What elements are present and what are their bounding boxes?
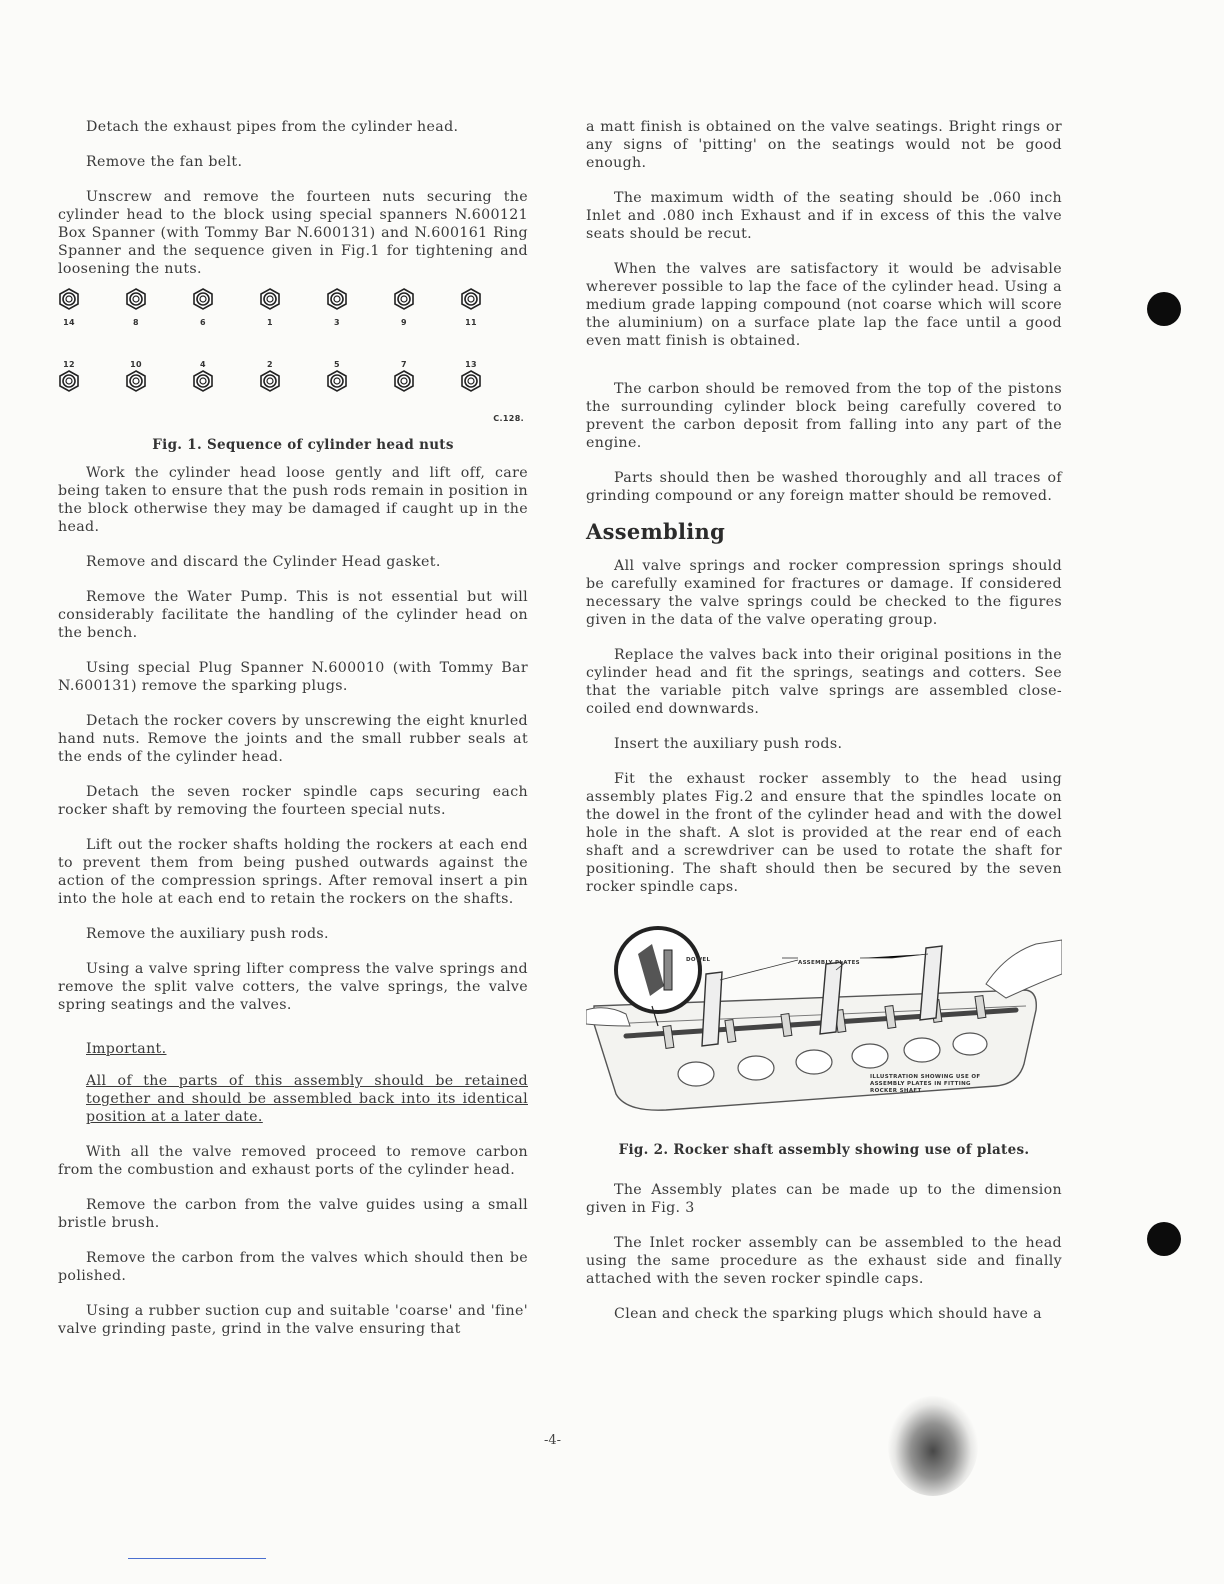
dowel-label: DOWEL [686,957,711,963]
paragraph: Remove the carbon from the valve guides using a small bristle brush. [58,1197,528,1231]
paragraph: With all the valve removed proceed to remove carbon from the combustion and exhaust ports of the cylinder head. [58,1144,528,1178]
page-number: -4- [544,1433,562,1448]
nut-sequence-number: 2 [267,360,273,369]
important-text: All of the parts of this assembly should be retained together and should be assembled back into its identical position at a later date. [86,1073,528,1125]
paragraph: Using a rubber suction cup and suitable 'coarse' and 'fine' valve grinding paste, grind in the valve ensuring that [58,1303,528,1337]
cylinder-head-nut-icon [393,370,415,392]
paragraph: Insert the auxiliary push rods. [614,736,843,752]
cylinder-head-nut-icon [125,288,147,310]
paragraph: Remove the auxiliary push rods. [86,926,329,942]
cylinder-head-nut-icon [326,288,348,310]
paragraph: Using a valve spring lifter compress the valve springs and remove the split valve cotters, the valve springs, the valve spring seatings and the valves. [58,961,528,1013]
figure-2-rocker-assembly [586,914,1062,1129]
nut-sequence-number: 12 [63,360,75,369]
cylinder-head-nut-icon [58,288,80,310]
figure-code: C.128. [493,414,524,423]
left-column [58,118,528,1355]
nut-sequence-number: 4 [200,360,206,369]
paragraph: Detach the seven rocker spindle caps securing each rocker shaft by removing the fourteen special nuts. [58,784,528,818]
paragraph: Remove and discard the Cylinder Head gasket. [86,554,441,570]
paragraph: Fit the exhaust rocker assembly to the head using assembly plates Fig.2 and ensure that the spindles locate on the dowel in the front of the cylinder head and with the dowel hole in the shaft. A slot is provided at the rear end of each shaft and a screwdriver can be used to rotate the shaft for positioning. The shaft should then be secured by the seven rocker spindle caps. [586,771,1062,895]
section-heading: Assembling [586,519,726,544]
nut-sequence-number: 10 [130,360,142,369]
nut-sequence-number: 9 [401,318,407,327]
paragraph: Remove the carbon from the valves which should then be polished. [58,1250,528,1284]
nut-sequence-number: 7 [401,360,407,369]
paragraph: Remove the Water Pump. This is not essential but will considerably facilitate the handling of the cylinder head on the bench. [58,589,528,641]
cylinder-head-nut-icon [192,370,214,392]
cylinder-head-nut-icon [326,370,348,392]
paragraph: The maximum width of the seating should be .060 inch Inlet and .080 inch Exhaust and if in excess of this the valve seats should be recut. [586,190,1062,242]
nut-sequence-number: 3 [334,318,340,327]
paragraph: Clean and check the sparking plugs which should have a [614,1306,1042,1322]
cylinder-head-nut-icon [192,288,214,310]
right-column [586,118,1062,1340]
cylinder-head-nut-icon [125,370,147,392]
paragraph: When the valves are satisfactory it would be advisable wherever possible to lap the face of the cylinder head. Using a medium grade lapping compound (not coarse which will score the aluminium) on a surface plate lap the face until a good even matt finish is obtained. [586,261,1062,349]
figure-1-caption: Fig. 1. Sequence of cylinder head nuts [152,437,454,453]
scan-artifact-line [128,1558,266,1559]
cylinder-head-nut-icon [58,370,80,392]
nut-sequence-number: 1 [267,318,273,327]
cylinder-head-nut-icon [259,288,281,310]
paragraph: The Inlet rocker assembly can be assembled to the head using the same procedure as the exhaust side and finally attached with the seven rocker spindle caps. [586,1235,1062,1287]
cylinder-head-nut-icon [259,370,281,392]
nut-sequence-number: 6 [200,318,206,327]
paragraph: The carbon should be removed from the top of the pistons the surrounding cylinder block being carefully covered to prevent the carbon deposit from falling into any part of the engine. [586,381,1062,451]
nut-sequence-number: 8 [133,318,139,327]
paragraph: Unscrew and remove the fourteen nuts securing the cylinder head to the block using special spanners N.600121 Box Spanner (with Tommy Bar N.600131) and N.600161 Ring Spanner and the sequence given in Fig.1 for tightening and loosening the nuts. [58,189,528,277]
figure-2-caption: Fig. 2. Rocker shaft assembly showing use of plates. [618,1142,1030,1158]
paragraph: All valve springs and rocker compression springs should be carefully examined for fractures or damage. If considered necessary the valve springs could be checked to the figures given in the data of the valve operating group. [586,558,1062,628]
paragraph: Replace the valves back into their original positions in the cylinder head and fit the springs, seatings and cotters. See that the variable pitch valve springs are assembled close-coiled end downwards. [586,647,1062,717]
punch-hole-top [1147,292,1181,326]
assembly-plates-label: ASSEMBLY PLATES [798,960,860,966]
paragraph: Remove the fan belt. [86,154,243,170]
paragraph: Detach the exhaust pipes from the cylinder head. [86,119,459,135]
nut-sequence-number: 14 [63,318,75,327]
paragraph: a matt finish is obtained on the valve seatings. Bright rings or any signs of 'pitting' on the seatings would not be good enough. [586,119,1062,171]
illustration-note: ILLUSTRATION SHOWING USE OF ASSEMBLY PLATES IN FITTING ROCKER SHAFT [870,1074,981,1094]
paragraph: Using special Plug Spanner N.600010 (with Tommy Bar N.600131) remove the sparking plugs. [58,660,528,694]
important-title: Important. [86,1041,167,1057]
paragraph: Lift out the rocker shafts holding the rockers at each end to prevent them from being pushed outwards against the action of the compression springs. After removal insert a pin into the hole at each end to retain the rockers on the shafts. [58,837,528,907]
punch-hole-bottom [1147,1222,1181,1256]
paragraph: Detach the rocker covers by unscrewing the eight knurled hand nuts. Remove the joints and the small rubber seals at the ends of the cylinder head. [58,713,528,765]
cylinder-head-nut-icon [393,288,415,310]
figure-1-nut-sequence [58,288,528,438]
cylinder-head-nut-icon [460,288,482,310]
cylinder-head-nut-icon [460,370,482,392]
rocker-assembly-illustration [586,914,1062,1129]
paragraph: The Assembly plates can be made up to the dimension given in Fig. 3 [586,1182,1062,1216]
nut-sequence-number: 11 [465,318,477,327]
nut-sequence-number: 5 [334,360,340,369]
nut-sequence-number: 13 [465,360,477,369]
ink-smudge [888,1396,978,1496]
paragraph: Work the cylinder head loose gently and lift off, care being taken to ensure that the push rods remain in position in the block otherwise they may be damaged if caught up in the head. [58,465,528,535]
paragraph: Parts should then be washed thoroughly and all traces of grinding compound or any foreign matter should be removed. [586,470,1062,504]
